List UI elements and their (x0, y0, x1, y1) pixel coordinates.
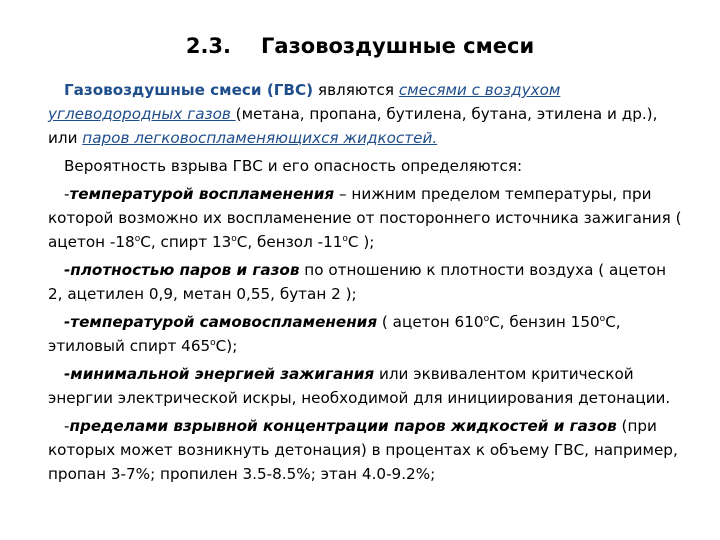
text: Вероятность взрыва ГВС и его опасность определяются: (64, 157, 523, 175)
link-gas-mixtures[interactable]: смесями с воздухом углеводородных газов (48, 81, 561, 123)
degree: о (231, 234, 237, 244)
title-text: Газовоздушные смеси (261, 34, 535, 58)
paragraph-intro (48, 154, 682, 178)
dash: - (64, 417, 70, 435)
dash: - (64, 185, 70, 203)
text: (при которых может возникнуть детонация) в процентах к объему ГВС, например, пропан 3-7%; пропилен 3.5-8.5%; этан 4.0-9.2%; (48, 417, 678, 483)
paragraph-density (48, 258, 682, 306)
degree: о (483, 314, 490, 324)
text: (метана, пропана, бутилена, бутана, этилена и др.), или (48, 105, 658, 147)
text: по отношению к плотности воздуха ( ацетон 2, ацетилен 0,9, метан 0,55, бутан 2 ); (48, 261, 667, 303)
text: С, этиловый спирт 465 (48, 313, 621, 355)
term: температурой воспламенения (69, 185, 335, 203)
term: -минимальной энергией зажигания (64, 365, 375, 383)
paragraph-definition (48, 78, 682, 150)
text: С, бензин 150 (489, 313, 600, 331)
degree: о (210, 338, 216, 348)
text: ( ацетон 610 (377, 313, 484, 331)
section-number: 2.3. (185, 34, 232, 58)
term-gvs: Газовоздушные смеси (ГВС) (64, 81, 314, 99)
text: С ); (347, 233, 375, 251)
term: -температурой самовоспламенения (64, 313, 378, 331)
text: являются (313, 81, 399, 99)
paragraph-autoignition (48, 310, 682, 358)
link-flammable-liquids[interactable]: паров легковоспламеняющихся жидкостей. (82, 129, 438, 147)
content (48, 78, 682, 490)
slide-title (0, 34, 720, 58)
text: С, спирт 13 (140, 233, 232, 251)
term: пределами взрывной концентрации паров жидкостей и газов (69, 417, 617, 435)
paragraph-ignition-temp (48, 182, 682, 254)
term: -плотностью паров и газов (64, 261, 300, 279)
text: или эквивалентом критической энергии электрической искры, необходимой для инициирования детонации. (48, 365, 671, 407)
text: С, бензол -11 (236, 233, 343, 251)
degree: о (599, 314, 606, 324)
paragraph-min-energy (48, 362, 682, 410)
text: С); (215, 337, 238, 355)
paragraph-explosive-limits (48, 414, 682, 486)
text: – нижним пределом температуры, при которой возможно их воспламенение от постороннего источника зажигания ( ацетон -18 (48, 185, 682, 251)
degree: о (134, 234, 141, 244)
degree: о (342, 234, 348, 244)
